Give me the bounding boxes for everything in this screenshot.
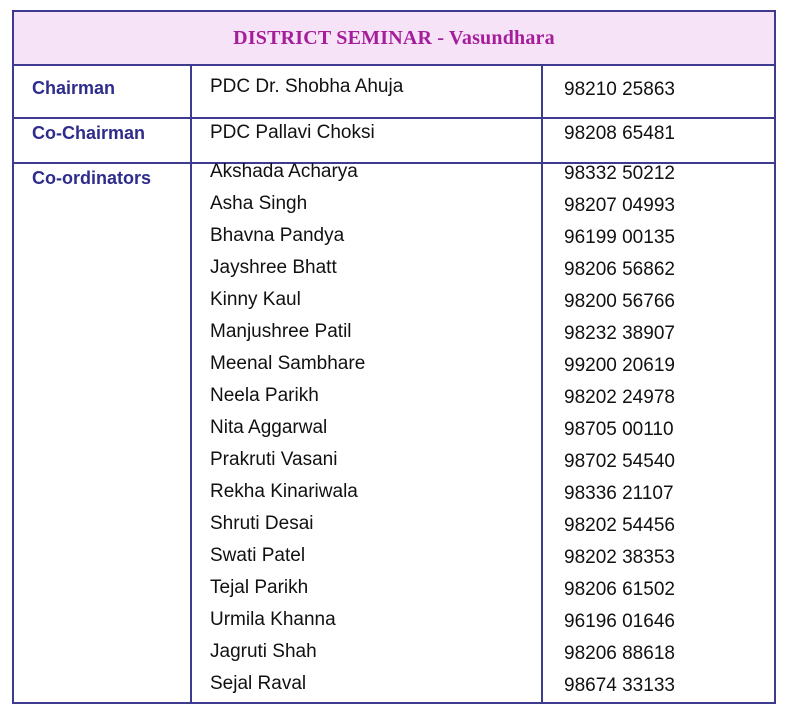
title-bar <box>14 12 774 66</box>
coordinator-name: Prakruti Vasani <box>210 449 338 470</box>
coordinator-name: Tejal Parikh <box>210 577 309 598</box>
coordinator-phone: 98336 21107 <box>564 483 674 504</box>
coordinator-phone: 98206 56862 <box>564 259 675 280</box>
coordinator-name: Bhavna Pandya <box>210 225 345 246</box>
coordinator-name: Asha Singh <box>210 193 308 214</box>
coordinator-phone: 98202 38353 <box>564 547 675 568</box>
coordinator-name: Nita Aggarwal <box>210 417 328 438</box>
coordinator-phone: 98232 38907 <box>564 323 675 344</box>
role-chairman: Chairman <box>32 78 116 98</box>
coordinator-name: Kinny Kaul <box>210 289 301 310</box>
coordinator-phone: 98705 00110 <box>564 419 674 440</box>
seminar-table <box>12 10 776 704</box>
coordinator-name: Rekha Kinariwala <box>210 481 358 502</box>
co-chairman-phone: 98208 65481 <box>564 123 675 144</box>
coordinator-phone: 98206 61502 <box>564 579 675 600</box>
coordinator-name: Jayshree Bhatt <box>210 257 337 278</box>
coordinator-phone: 98206 88618 <box>564 643 675 664</box>
coordinator-name: Neela Parikh <box>210 385 319 406</box>
coordinator-phone: 96199 00135 <box>564 227 675 248</box>
page-title: DISTRICT SEMINAR - Vasundhara <box>233 26 555 49</box>
chairman-phone: 98210 25863 <box>564 79 675 100</box>
coordinator-phone: 96196 01646 <box>564 611 675 632</box>
coordinator-name: Akshada Acharya <box>210 161 358 182</box>
coordinator-phone: 98674 33133 <box>564 675 675 696</box>
coordinator-name: Urmila Khanna <box>210 609 336 630</box>
column-divider <box>541 65 543 702</box>
chairman-name: PDC Dr. Shobha Ahuja <box>210 76 404 97</box>
coordinator-name: Sejal Raval <box>210 673 307 694</box>
coordinator-name: Shruti Desai <box>210 513 314 534</box>
coordinator-phone: 99200 20619 <box>564 355 675 376</box>
coordinator-phone: 98207 04993 <box>564 195 675 216</box>
coordinator-name: Swati Patel <box>210 545 306 566</box>
co-chairman-name: PDC Pallavi Choksi <box>210 122 375 143</box>
coordinator-name: Jagruti Shah <box>210 641 317 662</box>
column-divider <box>190 65 192 702</box>
coordinator-phone: 98702 54540 <box>564 451 675 472</box>
coordinator-phone: 98200 56766 <box>564 291 675 312</box>
coordinator-name: Manjushree Patil <box>210 321 352 342</box>
row-divider <box>14 117 774 119</box>
role-coordinators: Co-ordinators <box>32 168 151 188</box>
coordinator-name: Meenal Sambhare <box>210 353 366 374</box>
coordinator-phone: 98202 54456 <box>564 515 675 536</box>
role-co-chairman: Co-Chairman <box>32 123 146 143</box>
coordinator-phone: 98332 50212 <box>564 163 675 184</box>
coordinator-phone: 98202 24978 <box>564 387 675 408</box>
